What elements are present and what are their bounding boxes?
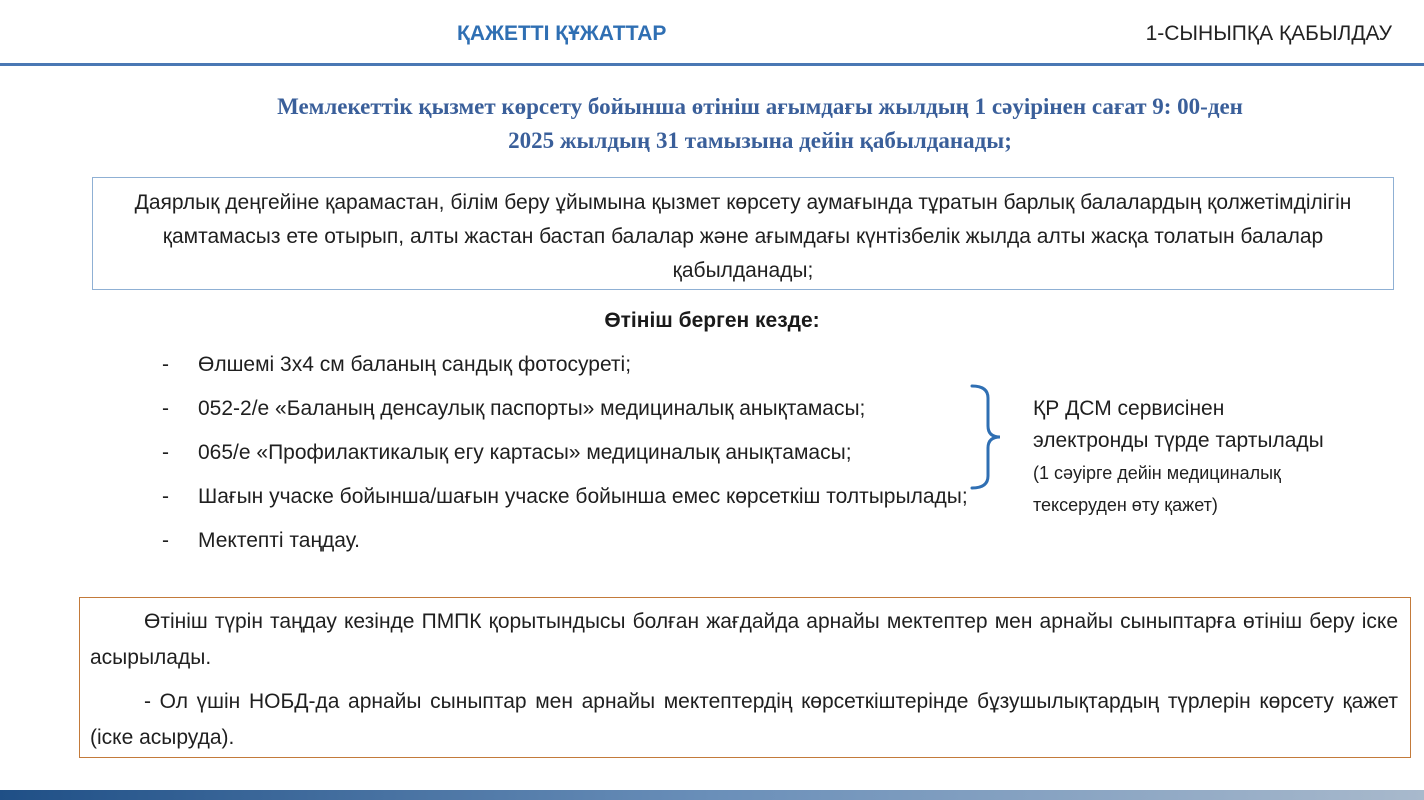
list-item-text: Өлшемі 3х4 см баланың сандық фотосуреті; [198,353,632,376]
application-heading: Өтініш берген кезде: [604,309,820,332]
list-item [162,524,1005,558]
header-divider [0,63,1424,66]
right-brace-icon [968,384,1008,490]
intro-line-1: Мемлекеттік қызмет көрсету бойынша өтініш ағымдағы жылдың 1 сәуірінен сағат 9: 00-ден [277,94,1243,119]
intro-line-2: 2025 жылдың 31 тамызына дейін қабылданады; [508,128,1012,153]
intro-statement [140,90,1380,158]
list-item [162,348,1005,382]
list-dash: - [162,485,169,508]
list-item-text: Шағын учаске бойынша/шағын учаске бойынша емес көрсеткіш толтырылады; [198,485,968,508]
list-item [162,480,1005,514]
list-item-text: 052-2/е «Баланың денсаулық паспорты» медициналық анықтамасы; [198,397,866,420]
side-note-small: (1 сәуірге дейін медициналық тексеруден өту қажет) [1033,463,1281,515]
eligibility-box [92,177,1394,290]
special-paragraph-1: Өтініш түрін таңдау кезінде ПМПК қорытындысы болған жағдайда арнайы мектептер мен арнайы сыныптарға өтініш беру іске асырылады. [90,610,1398,669]
page-title: ҚАЖЕТТІ ҚҰЖАТТАР [457,22,667,45]
document-list [162,348,1005,568]
eligibility-text: Даярлық деңгейіне қарамастан, білім беру ұйымына қызмет көрсету аумағында тұратын барлық балалардың қолжетімділігін қамтамасыз ете отырып, алты жастан бастап балалар және ағымдағы күнтізбелік жылда алты жасқа толатын балалар қабылданады; [134,191,1352,282]
section-label: 1-СЫНЫПҚА ҚАБЫЛДАУ [1145,22,1392,45]
list-dash: - [162,353,169,376]
list-item-text: Мектепті таңдау. [198,529,360,552]
special-paragraph-2: - Ол үшін НОБД-да арнайы сыныптар мен арнайы мектептердің көрсеткіштерінде бұзушылықтардың түрлерін көрсету қажет (іске асыруда). [90,690,1398,749]
special-schools-box [79,597,1411,758]
side-note-main: ҚР ДСМ сервисінен электронды түрде тартылады [1033,397,1324,452]
list-item-text: 065/е «Профилактикалық егу картасы» медициналық анықтамасы; [198,441,852,464]
list-item [162,436,1005,470]
list-dash: - [162,529,169,552]
footer-bar [0,790,1424,800]
list-item [162,392,1005,426]
side-note [1033,393,1343,521]
list-dash: - [162,397,169,420]
list-dash: - [162,441,169,464]
